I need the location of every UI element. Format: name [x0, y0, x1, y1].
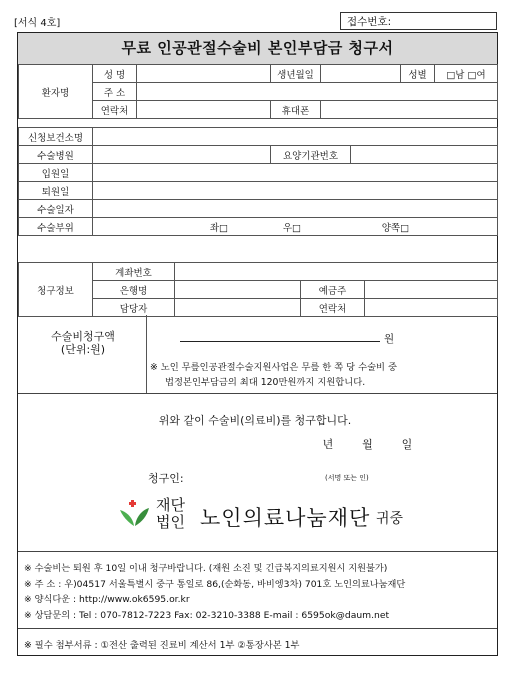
- account-field[interactable]: [175, 263, 498, 281]
- form-title: 무료 인공관절수술비 본인부담금 청구서: [18, 33, 497, 65]
- won-unit: 원: [384, 333, 395, 345]
- foundation-type-line1: 재단: [156, 496, 185, 514]
- patient-table: [18, 64, 498, 119]
- amount-label-line2: (단위:원): [60, 343, 106, 356]
- amount-note-line1: ※ 노인 무릎인공관절수술지원사업은 무릎 한 쪽 당 수술비 중: [150, 362, 397, 373]
- foundation-logo-icon: [117, 500, 151, 528]
- admission-field[interactable]: [93, 164, 498, 182]
- account-label: 계좌번호: [93, 263, 175, 281]
- bank-label: 은행명: [93, 281, 175, 299]
- admission-label: 입원일: [19, 164, 93, 182]
- info-line: ※ 수술비는 퇴원 후 10일 이내 청구바랍니다. (재원 소진 및 긴급복지의료지원시 지원불가): [24, 563, 388, 574]
- info-line: ※ 양식다운 : http://www.ok6595.or.kr: [24, 594, 190, 605]
- care-code-label: 요양기관번호: [271, 146, 351, 164]
- site-right-checkbox[interactable]: 우□: [282, 222, 302, 234]
- hospital-label: 수술병원: [19, 146, 93, 164]
- signature-note: (서명 또는 인): [325, 474, 369, 482]
- holder-field[interactable]: [365, 281, 498, 299]
- discharge-field[interactable]: [93, 182, 498, 200]
- care-code-field[interactable]: [351, 146, 498, 164]
- manager-contact-label: 연락처: [301, 299, 365, 317]
- required-attachments: ※ 필수 첨부서류 : ①전산 출력된 진료비 계산서 1부 ②통장사본 1부: [24, 640, 300, 651]
- day-label: 일: [401, 438, 413, 451]
- foundation-type-line2: 법인: [156, 513, 185, 531]
- gender-checkboxes[interactable]: □남 □여: [435, 65, 498, 83]
- mobile-field[interactable]: [321, 101, 498, 119]
- claim-section-label: 청구정보: [19, 263, 93, 317]
- birth-field[interactable]: [321, 65, 401, 83]
- site-both-checkbox[interactable]: 양쪽□: [381, 222, 410, 234]
- foundation-name: 노인의료나눔재단: [200, 506, 371, 530]
- addressee-suffix: 귀중: [376, 511, 404, 527]
- amount-note-line2: 법정본인부담금의 최대 120만원까지 지원합니다.: [165, 377, 366, 388]
- receipt-number-field[interactable]: 접수번호:: [340, 12, 497, 30]
- mobile-label: 휴대폰: [271, 101, 321, 119]
- manager-label: 담당자: [93, 299, 175, 317]
- amount-label: [20, 330, 146, 356]
- address-field[interactable]: [137, 83, 498, 101]
- bank-field[interactable]: [175, 281, 301, 299]
- surgery-site-options: [93, 218, 498, 236]
- address-label: 주 소: [93, 83, 137, 101]
- year-label: 년: [322, 438, 334, 451]
- claim-statement: 위와 같이 수술비(의료비)를 청구합니다.: [158, 414, 352, 427]
- month-label: 월: [362, 438, 373, 451]
- health-center-field[interactable]: [93, 128, 498, 146]
- name-field[interactable]: [137, 65, 271, 83]
- health-center-label: 신청보건소명: [19, 128, 93, 146]
- name-label: 성 명: [93, 65, 137, 83]
- hospital-field[interactable]: [93, 146, 271, 164]
- surgery-site-label: 수술부위: [19, 218, 93, 236]
- holder-label: 예금주: [301, 281, 365, 299]
- amount-input-line[interactable]: [180, 341, 380, 342]
- manager-field[interactable]: [175, 299, 301, 317]
- info-divider: [18, 551, 497, 552]
- info-line: ※ 상담문의 : Tel : 070-7812-7223 Fax: 02-3210-3388 E-mail : 6595ok@daum.net: [24, 609, 390, 621]
- contact-label: 연락처: [93, 101, 137, 119]
- info-notes: [24, 561, 494, 623]
- site-left-checkbox[interactable]: 좌□: [209, 222, 228, 234]
- hospital-table: [18, 127, 498, 236]
- amount-divider: [146, 315, 147, 393]
- claim-table: [18, 262, 498, 317]
- birth-label: 생년월일: [271, 65, 321, 83]
- patient-section-label: 환자명: [19, 65, 93, 119]
- gender-label: 성별: [401, 65, 435, 83]
- discharge-label: 퇴원일: [19, 182, 93, 200]
- manager-contact-field[interactable]: [365, 299, 498, 317]
- info-line: ※ 주 소 : 우)04517 서울특별시 중구 통일로 86,(순화동, 바비엥3차) 701호 노인의료나눔재단: [24, 578, 406, 590]
- applicant-label: 청구인:: [148, 472, 184, 485]
- amount-note: [150, 360, 490, 390]
- foundation-type: [156, 497, 185, 531]
- contact-field[interactable]: [137, 101, 271, 119]
- form-number: [서식 4호]: [14, 18, 61, 29]
- surgery-date-label: 수술일자: [19, 200, 93, 218]
- date-row: [310, 436, 425, 452]
- section-divider: [18, 393, 497, 394]
- surgery-date-field[interactable]: [93, 200, 498, 218]
- amount-label-line1: 수술비청구액: [51, 330, 115, 343]
- attach-divider: [18, 628, 497, 629]
